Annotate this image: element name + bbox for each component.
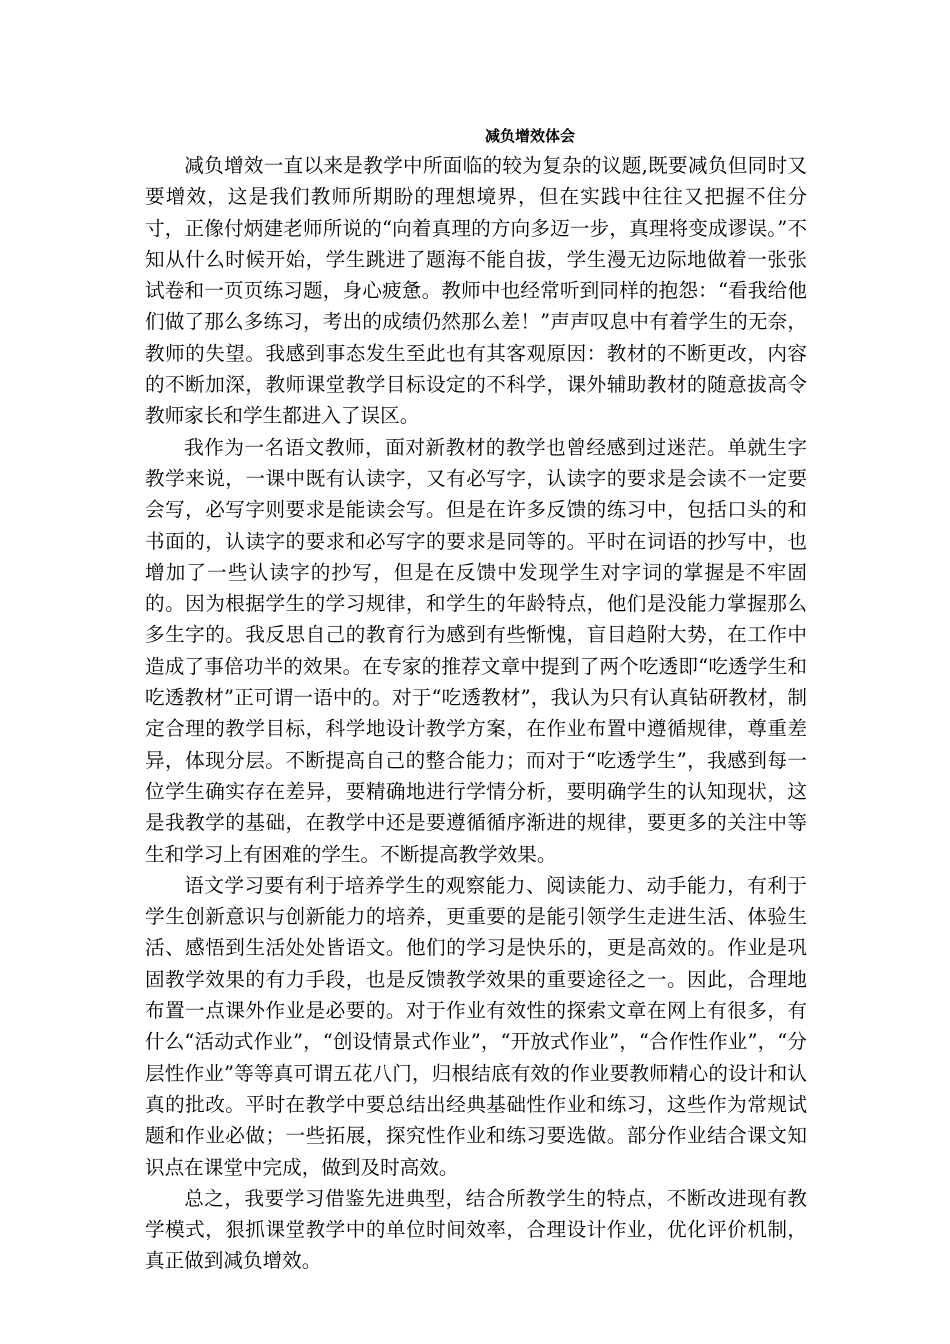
paragraph-3: 语文学习要有利于培养学生的观察能力、阅读能力、动手能力，有利于学生创新意识与创新能力的培养，更重要的是能引领学生走进生活、体验生活、感悟到生活处处皆语文。他们的学习是快乐的，更是高效的。作业是巩固教学效果的有力手段，也是反馈教学效果的重要途径之一。因此，合理地布置一点课外作业是必要的。对于作业有效性的探索文章在网上有很多，有什么“活动式作业”，“创设情景式作业”，“开放式作业”，“合作性作业”，“分层性作业”等等真可谓五花八门，归根结底有效的作业要教师精心的设计和认真的批改。平时在教学中要总结出经典基础性作业和练习，这些作为常规试题和作业必做；一些拓展，探究性作业和练习要选做。部分作业结合课文知识点在课堂中完成，做到及时高效。	[145, 873, 807, 1179]
paragraph-4: 总之，我要学习借鉴先进典型，结合所教学生的特点，不断改进现有教学模式，狠抓课堂教学中的单位时间效率，合理设计作业，优化评价机制，真正做到减负增效。	[145, 1186, 807, 1273]
document-body	[145, 150, 807, 1277]
paragraph-2: 我作为一名语文教师，面对新教材的教学也曾经感到过迷茫。单就生字教学来说，一课中既有认读字，又有必写字，认读字的要求是会读不一定要会写，必写字则要求是能读会写。但是在许多反馈的练习中，包括口头的和书面的，认读字的要求和必写字的要求是同等的。平时在词语的抄写中，也增加了一些认读字的抄写，但是在反馈中发现学生对字词的掌握是不牢固的。因为根据学生的学习规律，和学生的年龄特点，他们是没能力掌握那么多生字的。我反思自己的教育行为感到有些惭愧，盲目趋附大势，在工作中造成了事倍功半的效果。在专家的推荐文章中提到了两个吃透即“吃透学生和吃透教材”正可谓一语中的。对于“吃透教材”，我认为只有认真钻研教材，制定合理的教学目标，科学地设计教学方案，在作业布置中遵循规律，尊重差异，体现分层。不断提高自己的整合能力；而对于“吃透学生”，我感到每一位学生确实存在差异，要精确地进行学情分析，要明确学生的认知现状，这是我教学的基础，在教学中还是要遵循循序渐进的规律，要更多的关注中等生和学习上有困难的学生。不断提高教学效果。	[145, 435, 807, 866]
paragraph-1: 减负增效一直以来是教学中所面临的较为复杂的议题,既要减负但同时又要增效，这是我们教师所期盼的理想境界，但在实践中往往又把握不住分寸，正像付炳建老师所说的“向着真理的方向多迈一步，真理将变成谬误。”不知从什么时候开始，学生跳进了题海不能自拔，学生漫无边际地做着一张张试卷和一页页练习题，身心疲惫。教师中也经常听到同样的抱怨：“看我给他们做了那么多练习，考出的成绩仍然那么差！”声声叹息中有着学生的无奈，教师的失望。我感到事态发生至此也有其客观原因：教材的不断更改，内容的不断加深，教师课堂教学目标设定的不科学，课外辅助教材的随意拔高令教师家长和学生都进入了误区。	[145, 154, 807, 428]
document-title: 减负增效体会	[484, 127, 575, 145]
